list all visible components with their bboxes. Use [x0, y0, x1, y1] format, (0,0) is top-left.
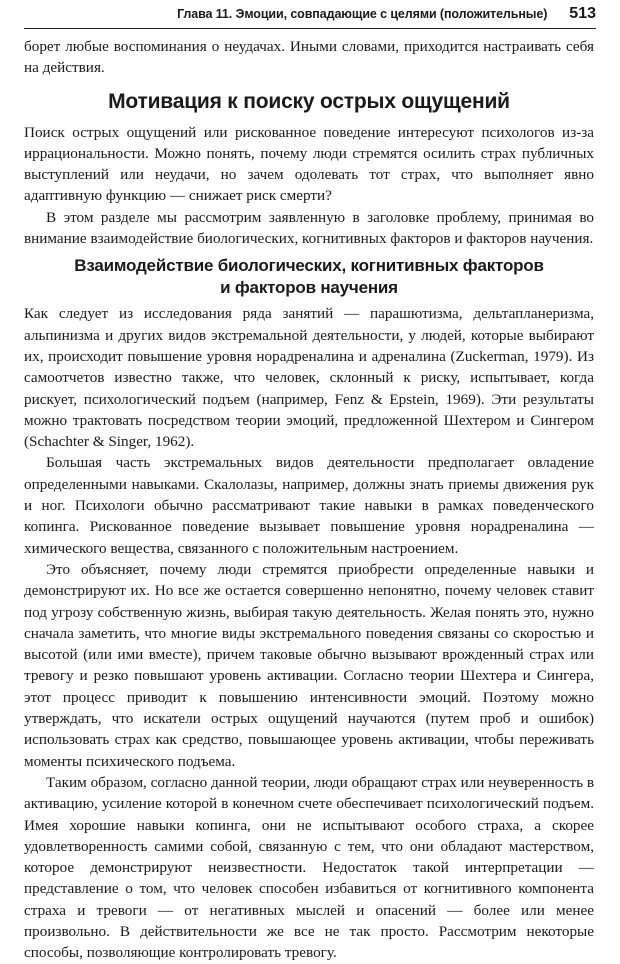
section-heading: Мотивация к поиску острых ощущений — [108, 89, 510, 113]
page-body — [24, 36, 594, 964]
subsection-heading — [24, 255, 594, 299]
body-paragraph: Это объясняет, почему люди стремятся приобрести определенные навыки и демонстрируют их. Но все же остается совершенно непонятно, почему человек ставит под угрозу собственную жизнь, выбирая такую деятельность. Желая понять это, нужно сначала заметить, что многие виды экстремального поведения связаны со скоростью и высотой (или ими вместе), причем таковые обычно вызывают врожденный страх или тревогу и резко повышают уровень активации. Согласно теории Шехтера и Сингера, этот процесс приводит к повышению интенсивности эмоций. Поэтому можно утверждать, что искатели острых ощущений научаются (путем проб и ошибок) использовать страх как средство, повышающее уровень активации, чтобы переживать моменты психического подъема. — [24, 560, 594, 770]
continued-paragraph: борет любые воспоминания о неудачах. Иными словами, приходится настраивать себя на действия. — [24, 38, 594, 77]
subsection-heading-line: Взаимодействие биологических, когнитивных факторов — [74, 256, 544, 276]
body-paragraph: Большая часть экстремальных видов деятельности предполагает овладение определенными навыками. Скалолазы, например, должны знать приемы движения рук и ног. Психологи обычно рассматривают такие навыки в рамках поведенческого копинга. Рискованное поведение вызывает повышение уровня норадреналина — химического вещества, связанного с положительным настроением. — [24, 454, 594, 557]
subsection-heading-line: и факторов научения — [220, 278, 398, 298]
running-header — [24, 0, 596, 29]
chapter-running-title: Глава 11. Эмоции, совпадающие с целями (положительные) — [177, 7, 548, 21]
body-paragraph: Поиск острых ощущений или рискованное поведение интересуют психологов из-за иррациональности. Можно понять, почему люди стремятся осилить страх публичных выступлений или неудачи, но зачем одолевать тот страх, что выполняет явно адаптивную функцию — снижает риск смерти? — [24, 123, 594, 205]
body-paragraph: Как следует из исследования ряда занятий — парашютизма, дельтапланеризма, альпинизма и других видов экстремальной деятельности, у людей, которые выбирают их, происходит повышение уровня норадреналина и адреналина (Zuckerman, 1979). Из самоотчетов известно также, что человек, склонный к риску, испытывает, когда рискует, психологический подъем (например, Fenz & Epstein, 1969). Эти результаты можно трактовать посредством теории эмоций, предложенной Шехтером и Сингером (Schachter & Singer, 1962). — [24, 305, 594, 451]
page-number: 513 — [569, 5, 596, 22]
body-paragraph: Таким образом, согласно данной теории, люди обращают страх или неуверенность в активацию, усиление которой в конечном счете обеспечивает психологический подъем. Имея хорошие навыки копинга, они не испытывают особого страха, а скорее удовлетворенность самими собой, связанную с тем, что они обладают мастерством, которое демонстрируют неизвестности. Недостаток такой интерпретации — представление о том, что человек способен избавиться от когнитивного компонента страха и тревоги — от негативных мыслей и опасений — более или менее произвольно. В действительности же все не так просто. Рассмотрим некоторые способы, позволяющие контролировать тревогу. — [24, 773, 594, 962]
body-paragraph: В этом разделе мы рассмотрим заявленную в заголовке проблему, принимая во внимание взаимодействие биологических, когнитивных факторов и факторов научения. — [24, 208, 594, 248]
